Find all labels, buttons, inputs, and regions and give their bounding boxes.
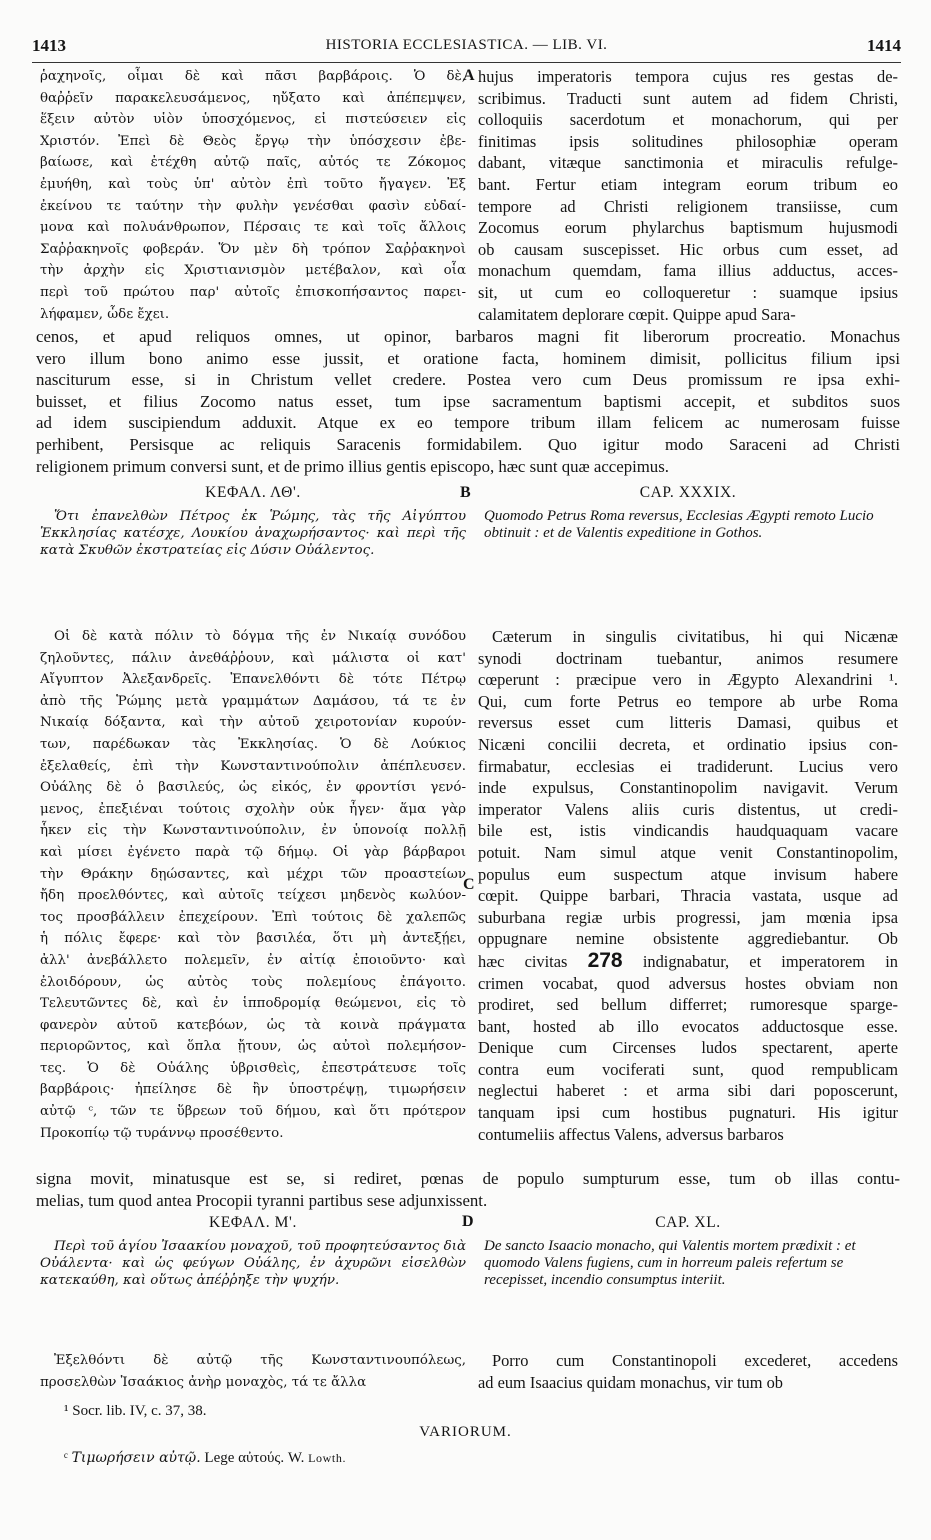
text-line: calamitatem deplorare cœpit. Quippe apud Sara- — [478, 304, 796, 324]
text-line: Cæterum in singulis civitatibus, hi qui Nicænæ — [492, 627, 898, 646]
text-line: synodi doctrinam tuebantur, animos resumere — [478, 648, 898, 668]
latin-column-block-1 — [478, 66, 898, 325]
text-line: firmabatur, ecclesias ei tradiderunt. Lucius vero — [478, 756, 898, 776]
text-line: καὶ μίσει ἐγένετο παρὰ τῷ δήμῳ. Οἱ γὰρ βάρβαροι — [40, 844, 466, 860]
text-line: vero illum bono animo esse jussit, et oratione facta, hominem dimisit, pollicitus filium ipsi — [36, 348, 900, 368]
page-number-left: 1413 — [32, 36, 66, 55]
latin-text-block-2 — [478, 626, 898, 1145]
text-line: βαρβάροις· ἠπείλησε δὲ ἢν ὑποστρέψῃ, τιμωρήσειν — [40, 1082, 466, 1098]
text-line: colloquiis sacerdotum et monachorum, qui per — [478, 110, 898, 130]
text-line: Νικαίᾳ δόξαντα, καὶ τὴν αὐτοῦ χειροτονίαν κυρούν- — [40, 715, 466, 731]
latin-fullwidth-block-2 — [36, 1168, 900, 1211]
text-line: contra eum vociferati sunt, quod rempublicam — [478, 1059, 898, 1079]
margin-letter-d: D — [462, 1213, 474, 1230]
text-line: buisset, et filius Zocomo natus esset, tum ipse sacramentum baptismi accepit, et subditos suos — [36, 391, 900, 411]
variorum-note-text: Lege αὐτούς. W. — [200, 1450, 309, 1466]
text-line: contumeliis affectus Valens, adversus barbaros — [478, 1124, 784, 1144]
text-line: crimen vocabat, quod adversus hostes obviam non — [478, 973, 898, 993]
latin-chapter-40-summary: De sancto Isaacio monacho, qui Valentis mortem prædixit : et quomodo Valens fugiens, cum in horreum paleis refertum se recepisset, incendio consumptus interiit. — [484, 1238, 856, 1288]
text-line: oppugnare nemine obsistente aggrediebantur. Ob — [478, 929, 898, 949]
text-line: τος προσβάλλειν ἐπεχείρουν. Ἐπὶ τούτοις δὲ χαλεπῶς — [40, 909, 466, 925]
text-line: ἧκεν εἰς τὴν Κωνσταντινούπολιν, ἐν ὑπονοίᾳ πολλῇ — [40, 823, 466, 839]
text-line: ἐκείνου τε ταύτην τὴν φυλὴν γενέσθαι φασὶν εὐδαί- — [40, 198, 466, 214]
greek-text-block-2 — [40, 626, 466, 1144]
text-line: Οὐάλης δὲ ὁ βασιλεύς, ὡς εἰκός, ἐν φροντίσι γενό- — [40, 780, 466, 796]
text-line: cœperunt : præcipue vero in Ægypto Alexandrini ¹. — [478, 670, 898, 690]
text-line: bant, hosted ab illo evocatos adductosque esse. — [478, 1016, 898, 1036]
text-line: Denique cum Circenses ludos spectarent, aperte — [478, 1038, 898, 1058]
text-line: inde expulsus, Constantinopolim navigavit. Verum — [478, 778, 898, 798]
text-line: Porro cum Constantinopoli excederet, accedens — [492, 1351, 898, 1370]
variorum-note-marker: ᶜ — [64, 1450, 68, 1466]
text-line: Τελευτῶντες δὲ, καὶ ἐν ἱπποδρομίᾳ θεώμενοι, εἰς τὸ — [40, 996, 466, 1012]
latin-chapter-39 — [478, 482, 898, 546]
text-line: bant. Fertur etiam integram eorum tribum eo — [478, 174, 898, 194]
footnote: ¹ Socr. lib. IV, c. 37, 38. — [64, 1403, 207, 1419]
text-line: Οἱ δὲ κατὰ πόλιν τὸ δόγμα τῆς ἐν Νικαίᾳ συνόδου — [54, 629, 466, 644]
text-line: scribimus. Traducti sunt autem ad fidem Christi, — [478, 88, 898, 108]
text-line: signa movit, minatusque est se, si rediret, pœnas de populo sumpturum esse, tum ob illas contu- — [36, 1169, 900, 1188]
text-line: bile est, istis vindicandis haudquaquam vacare — [478, 821, 898, 841]
text-line: φανερὸν αὐτοῦ κατεβόων, ὡς τὰ κοινὰ πράγματα — [40, 1017, 466, 1033]
text-line: βαίωσε, καὶ ἐτέχθη αὐτῷ παῖς, αὐτός τε Ζόκομος — [40, 155, 466, 171]
text-line: μονα καὶ πολυάνθρωπον, Πέρσαις τε καὶ τοῖς ἄλλοις — [40, 220, 466, 236]
text-line: ἕξειν αὐτὸν υἱὸν ὑποσχόμενος, εἰ πιστεύσειεν εἰς — [40, 112, 466, 128]
greek-column-block-2 — [40, 626, 466, 1144]
text-line: θαῤῥεῖν παρακελευσάμενος, ηὔξατο καὶ ἀπέπεμψεν, — [40, 90, 466, 106]
text-line: τες. Ὁ δὲ Οὐάλης ὑβρισθεὶς, ἐπεστράτευσε τοῖς — [40, 1060, 466, 1076]
text-line — [478, 950, 898, 973]
text-line: ἀλλ' ἀνεβάλλετο πολεμεῖν, ἐν αἰτίᾳ ἐποιοῦντο· καὶ — [40, 952, 466, 968]
text-line: Qui, cum forte Petrus eo tempore ab urbe Roma — [478, 691, 898, 711]
text-line: μενος, ἐπεξιέναι τούτοις σχολὴν οὐκ ἦγεν· ἅμα γὰρ — [40, 801, 466, 817]
text-line: reversus esset cum litteris Damasi, quibus et — [478, 713, 898, 733]
text-line: τὴν Θράκην δῃώσαντες, καὶ μέχρι τῶν προαστείων — [40, 866, 466, 882]
text-line: melias, tum quod antea Procopii tyranni partibus sese adjunxissent. — [36, 1190, 488, 1210]
text-line: perhibent, Persisque ac reliquis Saracenis formidabilem. Quo igitur modo Saraceni ad Christi — [36, 434, 900, 454]
greek-chapter-40-summary: Περὶ τοῦ ἁγίου Ἰσαακίου μοναχοῦ, τοῦ προφητεύσαντος διὰ Οὐάλεντα· καὶ ὡς φεύγων Οὐάλης, ἐν ἀχυρῶνι εἰσελθὼν κατεκαύθη, καὶ οὕτως ἀπέῤῥηξε τὴν ψυχήν. — [40, 1239, 466, 1288]
text-line: ῥαχηνοῖς, οἶμαι δὲ καὶ πᾶσι βαρβάροις. Ὁ δὲ, — [40, 69, 466, 84]
text-line: populus eum suspectum atque invisum habere — [478, 864, 898, 884]
text-line: περιορῶντος, καὶ ὅπλα ᾔτουν, ὡς αὐτοὶ πολεμήσον- — [40, 1039, 466, 1055]
greek-chapter-40 — [40, 1212, 466, 1293]
margin-letter-a: A — [463, 67, 475, 84]
latin-fullwidth-text-2 — [36, 1168, 900, 1211]
latin-fullwidth-text-1 — [36, 326, 900, 477]
text-line: ad idem suscipiendum adduxit. Atque ex eo tempore tribum illam felicem ac numerosam fuisse — [36, 413, 900, 433]
margin-letter-c: C — [463, 876, 475, 893]
page-number-right: 1414 — [867, 36, 901, 55]
text-line: neglectui haberet : et arma sibi dari poposcerunt, — [478, 1081, 898, 1101]
text-line: finitimas ipsis solitudines philosophiæ operam — [478, 131, 898, 151]
text-line: Χριστόν. Ἐπεὶ δὲ Θεὸς ἔργῳ τὴν ὑπόσχεσιν ἐβε- — [40, 133, 466, 149]
latin-fullwidth-block-1 — [36, 326, 900, 477]
text-line: Ἐξελθόντι δὲ αὐτῷ τῆς Κωνσταντινουπόλεως, — [54, 1353, 466, 1368]
text-line: Σαῤῥακηνοῖς φοβεράν. Ὅν μὲν δὴ τρόπον Σαῤῥακηνοὶ — [40, 241, 466, 257]
text-line: ἐλοιδόρουν, ὡς αὐτὸς τοὺς πολεμίους ἐπάγοιτο. — [40, 974, 466, 990]
text-line: Nicæni concilii decreta, et ordinatio ipsius con- — [478, 734, 898, 754]
latin-chapter-39-heading: CAP. XXXIX. — [639, 484, 737, 501]
latin-chapter-40 — [478, 1212, 898, 1293]
latin-column-block-3 — [478, 1350, 898, 1393]
latin-chapter-39-summary: Quomodo Petrus Roma reversus, Ecclesias Ægypti remoto Lucio obtinuit : et de Valentis expeditione in Gothos. — [484, 508, 874, 541]
page-marker-number: 278 — [587, 949, 623, 972]
variorum-heading: VARIORUM. — [419, 1424, 512, 1440]
text-line: Αἴγυπτον Ἀλεξανδρεῖς. Ἐπανελθόντι δὲ τότε Πέτρῳ — [40, 672, 466, 688]
text-line: των, παρέδωκαν τὰς Ἐκκλησίας. Ὁ δὲ Λούκιος — [40, 736, 466, 752]
greek-chapter-40-heading: ΚΕΦΑΛ. Μ'. — [209, 1214, 297, 1231]
variorum-note — [64, 1450, 346, 1467]
greek-chapter-39-heading: ΚΕΦΑΛ. ΛΘ'. — [205, 484, 301, 501]
text-line: dabant, vitæque sanctimonia et miraculis refulge- — [478, 153, 898, 173]
greek-column-block-1 — [40, 66, 466, 325]
greek-text-block-3 — [40, 1350, 466, 1393]
text-line-fragment: indignabatur, et imperatorem in — [622, 951, 898, 971]
text-line: imperator Valens aliis curis distentus, ut credi- — [478, 799, 898, 819]
text-line: ἡ πόλις ἔφερε· καὶ τὸν βασιλέα, ὅτι μὴ ἀντεξῄει, — [40, 931, 466, 947]
latin-chapter-40-heading: CAP. XL. — [655, 1214, 721, 1231]
text-line: suburbana regiæ urbis progressi, jam mœnia ipsa — [478, 907, 898, 927]
running-header — [32, 36, 901, 63]
latin-text-block-1 — [478, 66, 898, 325]
greek-chapter-39-summary: Ὅτι ἐπανελθὼν Πέτρος ἐκ Ῥώμης, τὰς τῆς Αἰγύπτου Ἐκκλησίας κατέσχε, Λουκίου ἀναχωρήσαντος· καὶ περὶ τῆς κατὰ Σκυθῶν ἐκστρατείας εἰς Δύσιν Οὐάλεντος. — [40, 509, 466, 558]
text-line-fragment: hæc civitas — [478, 951, 588, 971]
variorum-note-greek: Τιμωρήσειν αὐτῷ. — [71, 1450, 201, 1466]
latin-text-block-3 — [478, 1350, 898, 1393]
variorum-note-author: Lowth. — [308, 1451, 347, 1465]
text-line: ἐξελαθείς, ἐπὶ τὴν Κωνσταντινούπολιν ἀπέπλευσεν. — [40, 758, 466, 774]
latin-column-block-2 — [478, 626, 898, 1145]
text-line: potuit. Nam simul atque venit Constantinopolim, — [478, 842, 898, 862]
text-line: τὴν ἀρχὴν εἰς Χριστιανισμὸν μετέβαλον, καὶ οἷα — [40, 263, 466, 279]
text-line: αὐτῷ ᶜ, τῶν τε ὕβρεων τοῦ δήμου, καὶ ὅτι πρότερον — [40, 1104, 466, 1120]
greek-chapter-39 — [40, 482, 466, 563]
text-line: ἀπὸ τῆς Ῥώμης μετὰ γραμμάτων Δαμάσου, τά τε ἐν — [40, 693, 466, 709]
text-line: ἐμυήθη, καὶ τοὺς ὑπ' αὐτὸν ἐπὶ τοῦτο ἤγαγεν. Ἐξ — [40, 176, 466, 192]
greek-text-block-1 — [40, 66, 466, 325]
text-line: ζηλοῦντες, πάλιν ἀνεθάῤῥουν, καὶ μάλιστα οἱ κατ' — [40, 650, 466, 666]
text-line: περὶ τοῦ πρώτου παρ' αὐτοῖς ἐπισκοπήσαντος παρει- — [40, 284, 466, 300]
greek-column-block-3 — [40, 1350, 466, 1393]
text-line: hujus imperatoris tempora cujus res gestas de- — [478, 67, 898, 86]
text-line: tanquam ipsi cum hostibus pugnaturi. His igitur — [478, 1103, 898, 1123]
text-line: prodiret, sed bellum differret; rumoresque sparge- — [478, 995, 898, 1015]
text-line: monachum quemdam, fama illius adductus, acces- — [478, 261, 898, 281]
text-line: religionem primum conversi sunt, et de primo illius gentis episcopo, hæc sunt quæ accepimus. — [36, 456, 669, 476]
text-line: ad eum Isaacius quidam monachus, vir tum ob — [478, 1372, 783, 1392]
text-line: ἤδη προελθόντες, καὶ αὐτοῖς τείχεσι μηδενὸς κωλύον- — [40, 888, 466, 904]
text-line: Προκοπίῳ τῷ τυράννῳ προσέθεντο. — [40, 1125, 284, 1141]
margin-letter-b: B — [460, 484, 471, 501]
text-line: sit, ut cum eo colloqueretur : suamque ipsius — [478, 282, 898, 302]
text-line: tempore ad Christi religionem transiisse, cum — [478, 196, 898, 216]
running-title: HISTORIA ECCLESIASTICA. — LIB. VI. — [325, 37, 608, 53]
text-line: cenos, et apud reliquos omnes, ut opinor, barbaros magni fit liberorum procreatio. Monachus — [36, 327, 900, 346]
text-line: cœpit. Quippe barbari, Thracia vastata, usque ad — [478, 886, 898, 906]
text-line: ob causam suscepisset. Hic orbus cum esset, ad — [478, 239, 898, 259]
text-line: προσελθὼν Ἰσαάκιος ἀνὴρ μοναχὸς, τά τε ἄλλα — [40, 1374, 367, 1390]
text-line: Zocomus eorum phylarchus baptismum hujusmodi — [478, 218, 898, 238]
text-line: λήφαμεν, ὧδε ἔχει. — [40, 306, 170, 322]
text-line: nasciturum esse, si in Christum vellet credere. Postea vero cum Deus promissum re ipsa exhi- — [36, 370, 900, 390]
